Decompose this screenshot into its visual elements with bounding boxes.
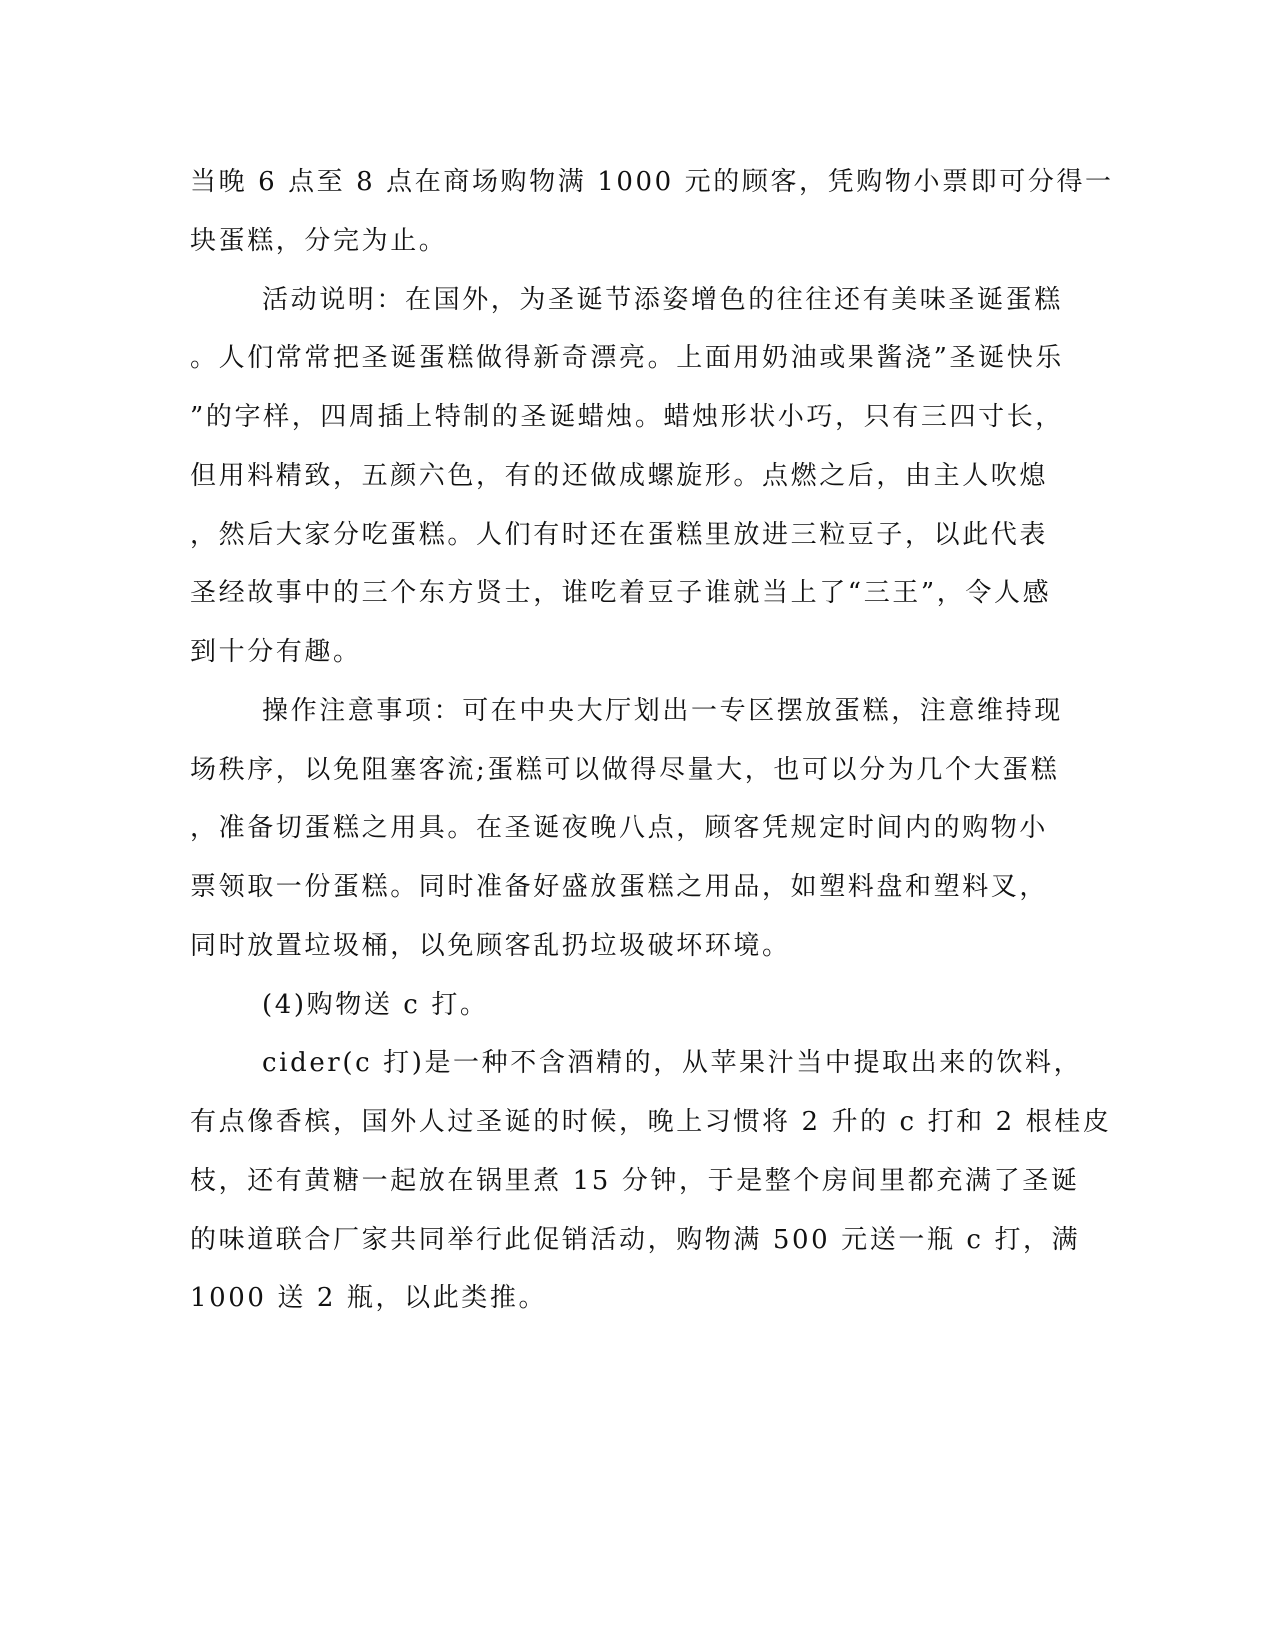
text-line-8: 圣经故事中的三个东方贤士，谁吃着豆子谁就当上了“三王”，令人感 [190, 578, 1052, 608]
text-line-4: 。人们常常把圣诞蛋糕做得新奇漂亮。上面用奶油或果酱浇”圣诞快乐 [190, 343, 1064, 373]
text-line-20: 1000 送 2 瓶，以此类推。 [190, 1283, 548, 1313]
paragraph-cider-start: cider(c 打)是一种不含酒精的，从苹果汁当中提取出来的饮料， [262, 1048, 1083, 1078]
text-line-12: ，准备切蛋糕之用具。在圣诞夜晚八点，顾客凭规定时间内的购物小 [190, 813, 1049, 843]
text-line-11: 场秩序，以免阻塞客流;蛋糕可以做得尽量大，也可以分为几个大蛋糕 [190, 755, 1060, 785]
text-line-17: 有点像香槟，国外人过圣诞的时候，晚上习惯将 2 升的 c 打和 2 根桂皮 [190, 1107, 1112, 1137]
text-line-7: ，然后大家分吃蛋糕。人们有时还在蛋糕里放进三粒豆子，以此代表 [190, 520, 1049, 550]
text-line-9: 到十分有趣。 [190, 637, 362, 667]
text-line-19: 的味道联合厂家共同举行此促销活动，购物满 500 元送一瓶 c 打，满 [190, 1225, 1081, 1255]
text-line-14: 同时放置垃圾桶，以免顾客乱扔垃圾破坏环境。 [190, 931, 791, 961]
paragraph-activity-description-start: 活动说明：在国外，为圣诞节添姿增色的往往还有美味圣诞蛋糕 [262, 285, 1063, 315]
section-heading-cider: (4)购物送 c 打。 [262, 990, 489, 1020]
paragraph-operation-notes-start: 操作注意事项：可在中央大厅划出一专区摆放蛋糕，注意维持现 [262, 696, 1063, 726]
text-line-2: 块蛋糕，分完为止。 [190, 226, 448, 256]
text-line-18: 枝，还有黄糖一起放在锅里煮 15 分钟，于是整个房间里都充满了圣诞 [190, 1166, 1080, 1196]
text-line-5: ”的字样，四周插上特制的圣诞蜡烛。蜡烛形状小巧，只有三四寸长， [190, 402, 1064, 432]
text-line-6: 但用料精致，五颜六色，有的还做成螺旋形。点燃之后，由主人吹熄 [190, 461, 1049, 491]
text-line-13: 票领取一份蛋糕。同时准备好盛放蛋糕之用品，如塑料盘和塑料叉， [190, 872, 1049, 902]
text-line-1: 当晚 6 点至 8 点在商场购物满 1000 元的顾客，凭购物小票即可分得一 [190, 167, 1114, 197]
